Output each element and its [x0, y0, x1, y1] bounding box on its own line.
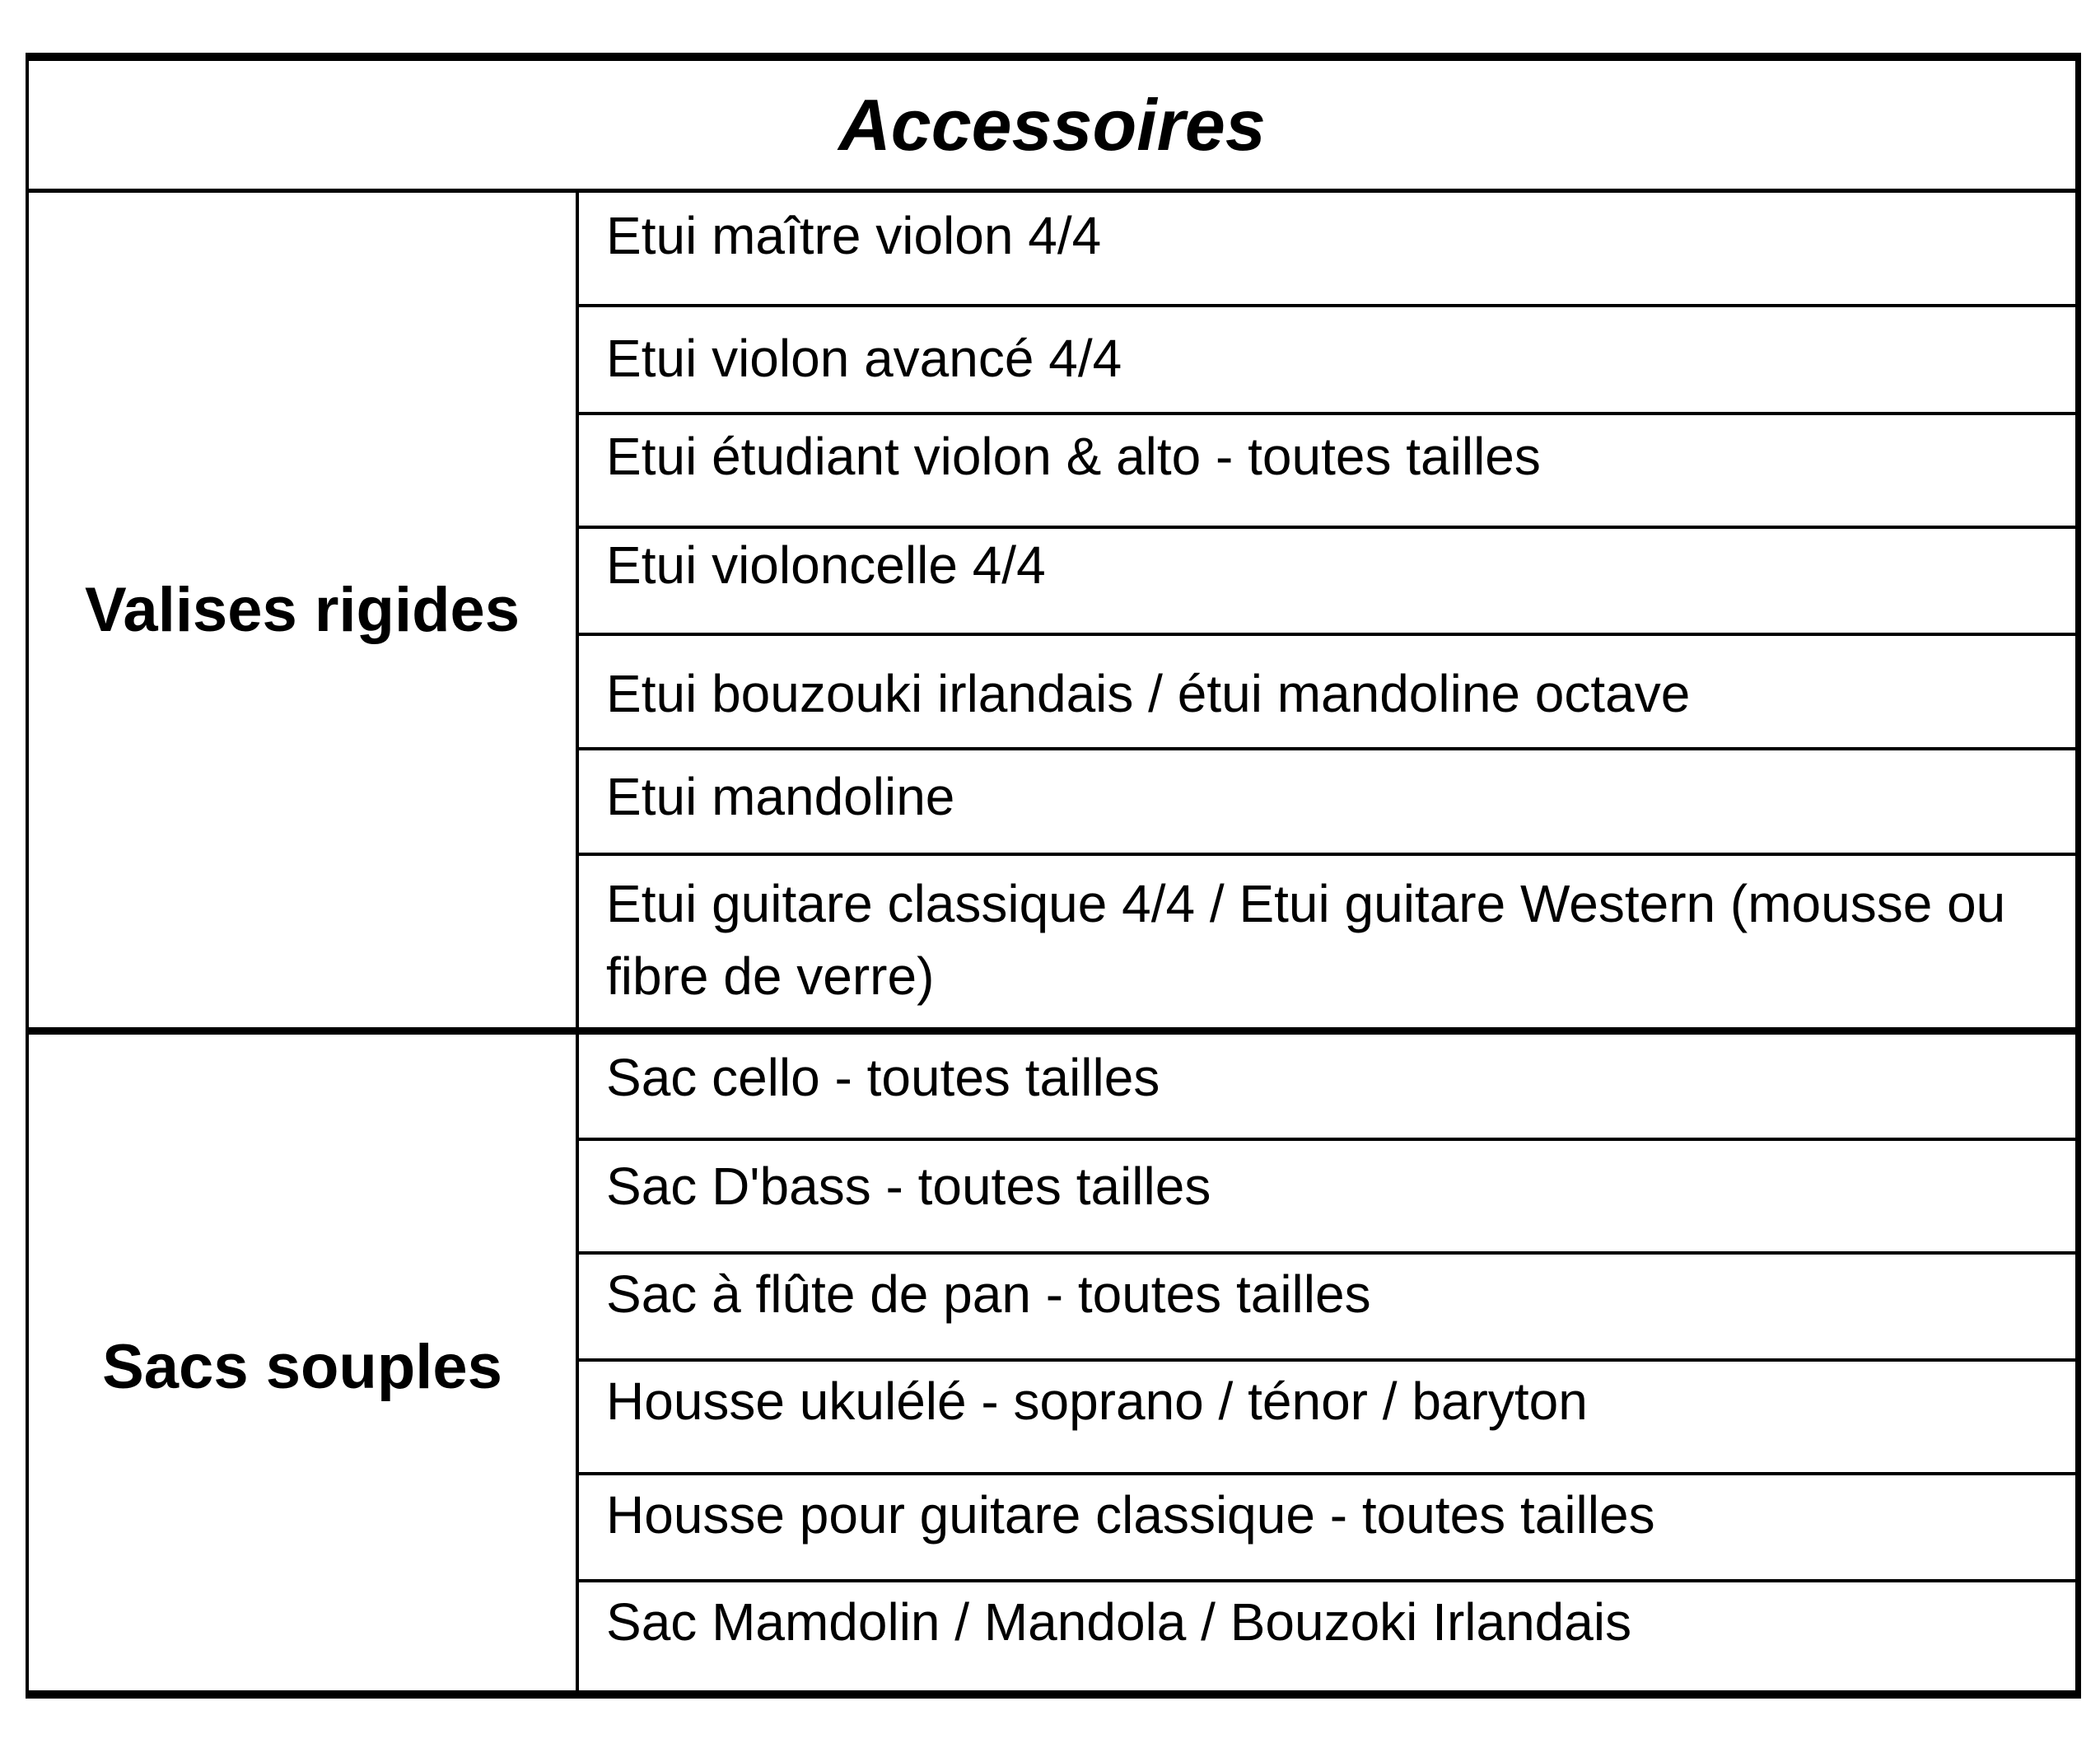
group-soft-bags — [29, 1035, 2075, 1699]
list-item: Etui violoncelle 4/4 — [579, 529, 2075, 636]
accessories-table — [26, 53, 2081, 1699]
list-item: Housse ukulélé - soprano / ténor / baryton — [579, 1362, 2075, 1475]
group-rigid-cases — [29, 193, 2075, 1035]
category-label: Sacs souples — [29, 1035, 579, 1699]
list-item: Sac Mamdolin / Mandola / Bouzoki Irlandais — [606, 1592, 1632, 1652]
category-label: Valises rigides — [29, 193, 579, 1027]
list-item: Etui violon avancé 4/4 — [579, 307, 2075, 415]
item-list — [579, 193, 2075, 1027]
list-item: Sac D'bass - toutes tailles — [579, 1141, 2075, 1255]
list-item: Etui mandoline — [579, 750, 2075, 856]
item-list — [579, 1035, 2075, 1699]
table-title: Accessoires — [29, 61, 2075, 193]
list-item: Etui maître violon 4/4 — [579, 193, 2075, 307]
list-item: Etui étudiant violon & alto - toutes tailles — [579, 415, 2075, 529]
list-item: Sac à flûte de pan - toutes tailles — [579, 1255, 2075, 1362]
list-item: Housse pour guitare classique - toutes tailles — [579, 1475, 2075, 1582]
list-item: Etui bouzouki irlandais / étui mandoline octave — [579, 636, 2075, 750]
list-item: Etui guitare classique 4/4 / Etui guitare Western (mousse ou fibre de verre) — [606, 874, 2006, 1006]
list-item: Sac cello - toutes tailles — [579, 1035, 2075, 1141]
